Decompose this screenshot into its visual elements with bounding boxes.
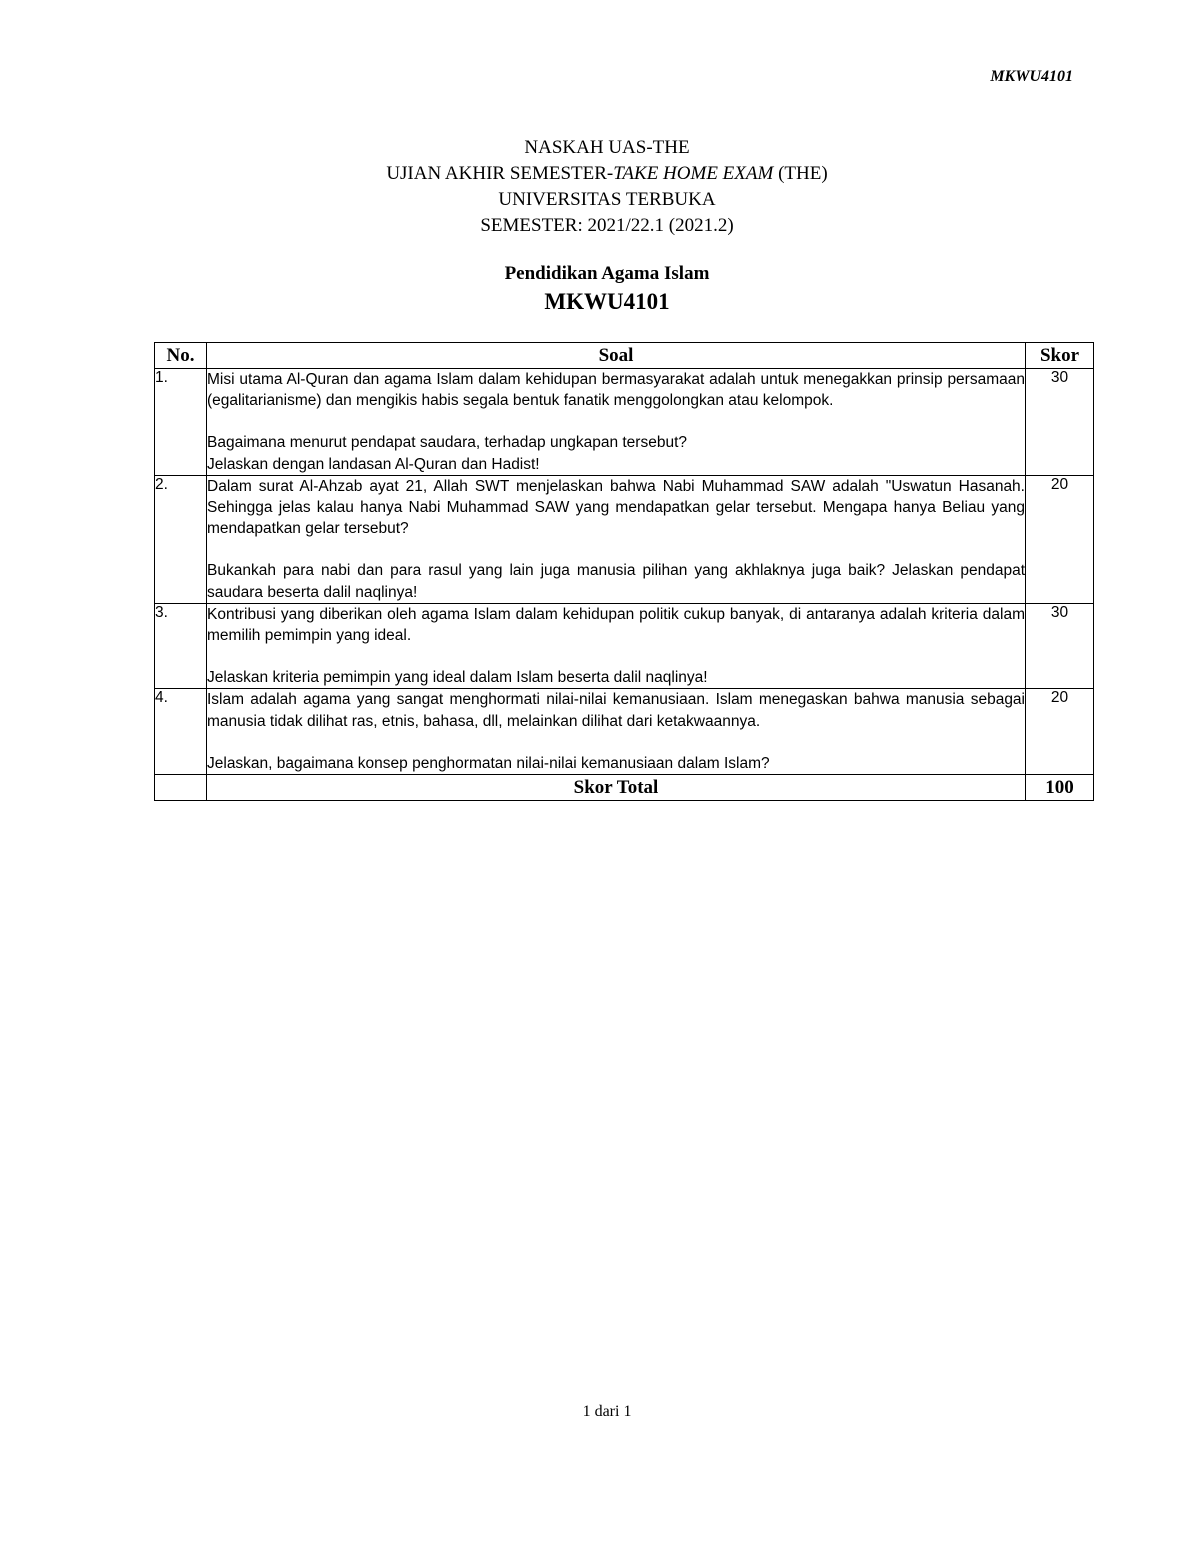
title-line-4: SEMESTER: 2021/22.1 (2021.2) bbox=[480, 215, 734, 236]
question-paragraph: Bagaimana menurut pendapat saudara, terhadap ungkapan tersebut? Jelaskan dengan landasan Al-Quran dan Hadist! bbox=[207, 434, 687, 473]
question-score: 30 bbox=[1026, 603, 1094, 689]
question-score: 20 bbox=[1026, 689, 1094, 775]
title-line-2: UJIAN AKHIR SEMESTER-TAKE HOME EXAM (THE) bbox=[386, 163, 828, 184]
question-text bbox=[207, 475, 1026, 603]
question-score: 30 bbox=[1026, 369, 1094, 476]
question-number: 3. bbox=[155, 603, 207, 689]
question-text bbox=[207, 689, 1026, 775]
table-row bbox=[155, 689, 1094, 775]
question-number: 2. bbox=[155, 475, 207, 603]
total-row bbox=[155, 775, 1094, 801]
question-paragraph: Jelaskan, bagaimana konsep penghormatan nilai-nilai kemanusiaan dalam Islam? bbox=[207, 754, 770, 772]
header-no: No. bbox=[155, 343, 207, 369]
title-line-3: UNIVERSITAS TERBUKA bbox=[498, 189, 716, 210]
total-label: Skor Total bbox=[207, 775, 1026, 801]
title-line-1: NASKAH UAS-THE bbox=[524, 137, 690, 158]
table-row bbox=[155, 603, 1094, 689]
title-block bbox=[0, 135, 1200, 239]
question-number: 1. bbox=[155, 369, 207, 476]
course-name: Pendidikan Agama Islam bbox=[504, 263, 710, 284]
question-paragraph: Misi utama Al-Quran dan agama Islam dalam kehidupan bermasyarakat adalah untuk menegakkan prinsip persamaan (egalitarianisme) dan mengikis habis segala bentuk fanatik menggolongkan atau kelompok. bbox=[207, 371, 1025, 410]
page-number: 1 dari 1 bbox=[582, 1403, 632, 1420]
question-number: 4. bbox=[155, 689, 207, 775]
question-rows bbox=[155, 369, 1094, 775]
question-paragraph: Bukankah para nabi dan para rasul yang lain juga manusia pilihan yang akhlaknya juga baik? Jelaskan pendapat saudara beserta dalil naqlinya! bbox=[207, 562, 1025, 601]
header-soal: Soal bbox=[207, 343, 1026, 369]
total-value: 100 bbox=[1026, 775, 1094, 801]
question-paragraph: Jelaskan kriteria pemimpin yang ideal dalam Islam beserta dalil naqlinya! bbox=[207, 669, 708, 687]
table-row bbox=[155, 369, 1094, 476]
table-header-row bbox=[155, 343, 1094, 369]
table-row bbox=[155, 475, 1094, 603]
course-code: MKWU4101 bbox=[544, 289, 670, 314]
question-text bbox=[207, 603, 1026, 689]
header-course-code: MKWU4101 bbox=[990, 68, 1073, 85]
question-paragraph: Kontribusi yang diberikan oleh agama Islam dalam kehidupan politik cukup banyak, di antaranya adalah kriteria dalam memilih pemimpin yang ideal. bbox=[207, 605, 1025, 645]
question-paragraph: Dalam surat Al-Ahzab ayat 21, Allah SWT menjelaskan bahwa Nabi Muhammad SAW adalah "Uswatun Hasanah. Sehingga jelas kalau hanya Nabi Muhammad SAW yang mendapatkan gelar tersebut. Mengapa hanya Beliau yang mendapatkan gelar tersebut? bbox=[207, 477, 1025, 538]
question-paragraph: Islam adalah agama yang sangat menghormati nilai-nilai kemanusiaan. Islam menegaskan bahwa manusia sebagai manusia tidak dilihat ras, etnis, bahasa, dll, melainkan dilihat dari ketakwaannya. bbox=[207, 691, 1025, 730]
header-skor: Skor bbox=[1026, 343, 1094, 369]
question-text bbox=[207, 369, 1026, 476]
question-table bbox=[154, 342, 1094, 801]
total-empty-cell bbox=[155, 775, 207, 801]
question-score: 20 bbox=[1026, 475, 1094, 603]
